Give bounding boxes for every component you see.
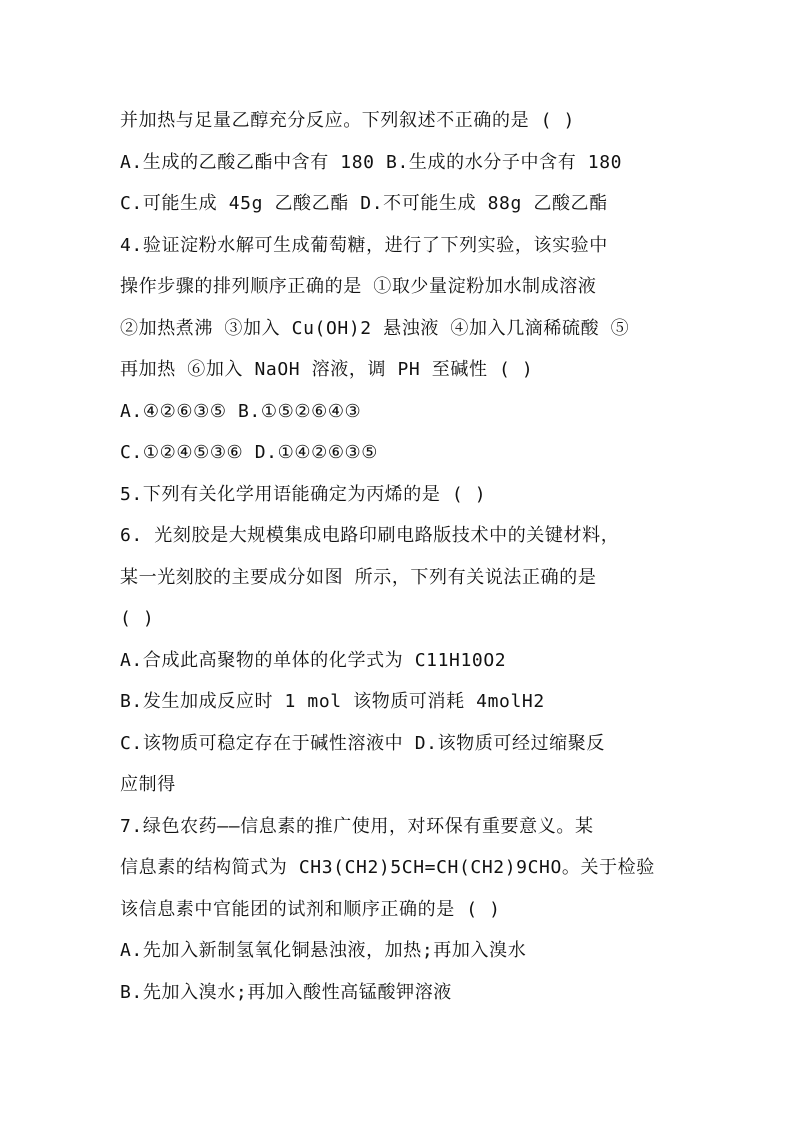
text-line-4: 4.验证淀粉水解可生成葡萄糖，进行了下列实验，该实验中 xyxy=(120,234,608,256)
text-line-13: ( ) xyxy=(120,608,155,629)
text-line-16: C.该物质可稳定存在于碱性溶液中 D.该物质可经过缩聚反 xyxy=(120,732,605,754)
text-line-1: 并加热与足量乙醇充分反应。下列叙述不正确的是 ( ) xyxy=(120,110,575,131)
text-line-14: A.合成此高聚物的单体的化学式为 C11H10O2 xyxy=(120,649,507,671)
text-line-17: 应制得 xyxy=(120,774,176,795)
text-line-22: B.先加入溴水;再加入酸性高锰酸钾溶液 xyxy=(120,981,452,1003)
question-text xyxy=(120,100,680,1013)
text-line-10: 5.下列有关化学用语能确定为丙烯的是 ( ) xyxy=(120,483,487,505)
text-line-11: 6. 光刻胶是大规模集成电路印刷电路版技术中的关键材料， xyxy=(120,525,620,546)
text-line-20: 该信息素中官能团的试剂和顺序正确的是 ( ) xyxy=(120,898,501,920)
text-line-3: C.可能生成 45g 乙酸乙酯 D.不可能生成 88g 乙酸乙酯 xyxy=(120,193,608,214)
text-line-19: 信息素的结构简式为 CH3(CH2)5CH=CH(CH2)9CHO。关于检验 xyxy=(120,857,655,878)
text-line-8: A.④②⑥③⑤ B.①⑤②⑥④③ xyxy=(120,400,362,422)
text-line-6: ②加热煮沸 ③加入 Cu(OH)2 悬浊液 ④加入几滴稀硫酸 ⑤ xyxy=(120,317,630,339)
text-line-7: 再加热 ⑥加入 NaOH 溶液，调 PH 至碱性 ( ) xyxy=(120,359,534,380)
text-line-2: A.生成的乙酸乙酯中含有 180 B.生成的水分子中含有 180 xyxy=(120,151,623,173)
text-line-9: C.①②④⑤③⑥ D.①④②⑥③⑤ xyxy=(120,442,379,463)
text-line-5: 操作步骤的排列顺序正确的是 ①取少量淀粉加水制成溶液 xyxy=(120,276,597,297)
text-line-15: B.发生加成反应时 1 mol 该物质可消耗 4molH2 xyxy=(120,691,545,712)
text-line-12: 某一光刻胶的主要成分如图 所示，下列有关说法正确的是 xyxy=(120,566,597,588)
text-line-18: 7.绿色农药——信息素的推广使用，对环保有重要意义。某 xyxy=(120,815,594,837)
text-line-21: A.先加入新制氢氧化铜悬浊液，加热;再加入溴水 xyxy=(120,940,527,961)
